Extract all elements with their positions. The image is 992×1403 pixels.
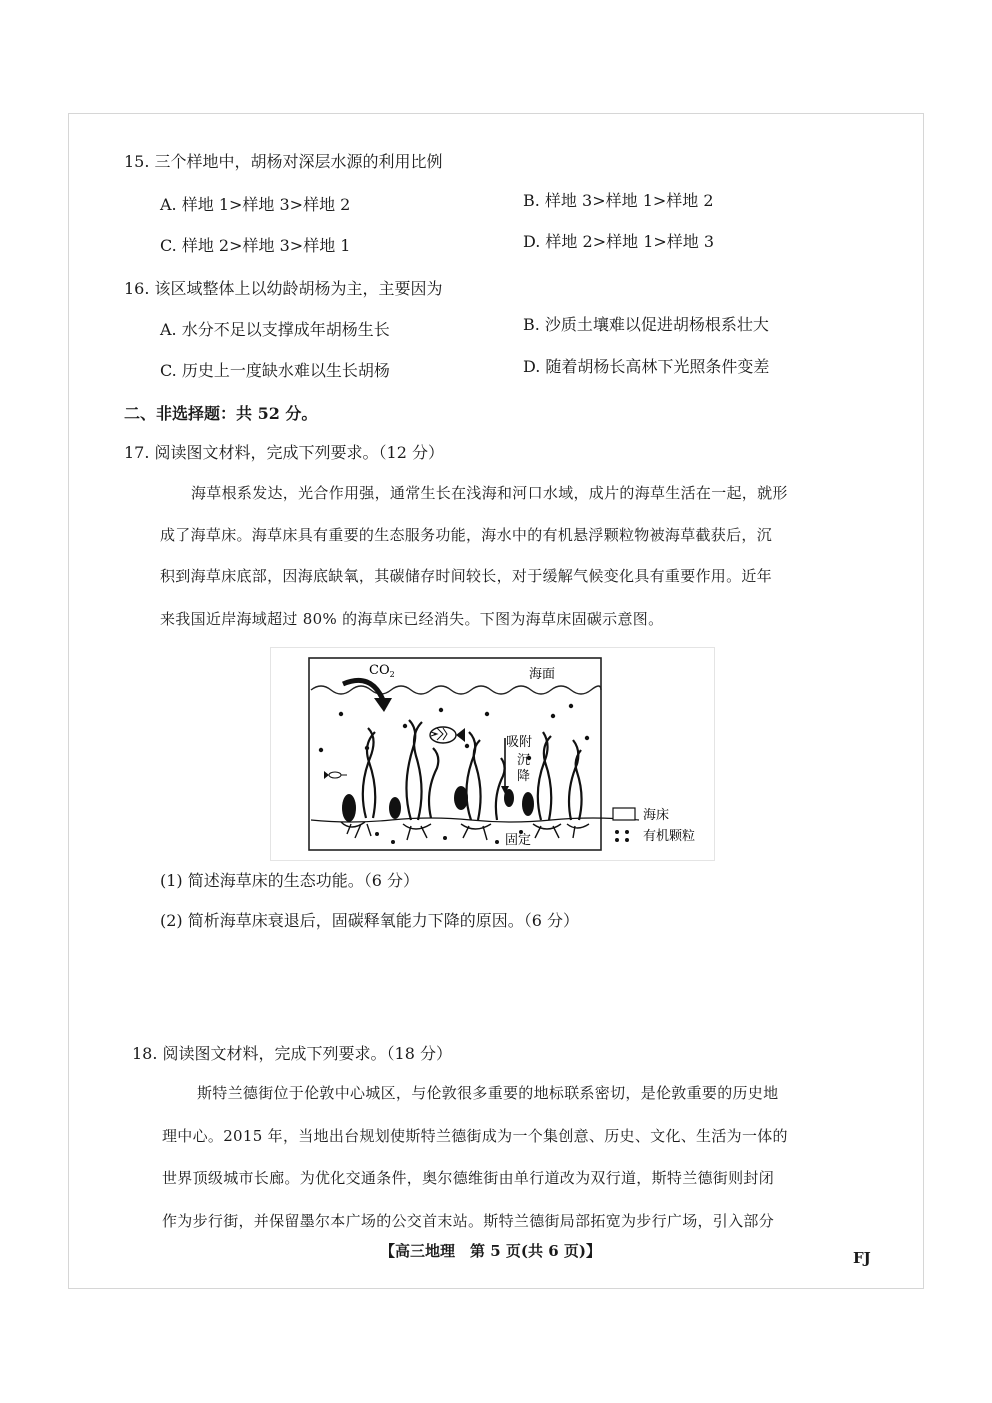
co2-arrow-head — [374, 698, 392, 712]
page-code: FJ — [853, 1249, 871, 1267]
settle-label-1: 沉 — [517, 753, 531, 768]
co2-arrow-shaft — [343, 680, 383, 700]
q15-option-b: B. 样地 3>样地 1>样地 2 — [523, 191, 714, 210]
sediment-particles — [375, 830, 523, 844]
legend-particles-swatch — [615, 830, 629, 842]
q17-material-line-1: 海草根系发达，光合作用强，通常生长在浅海和河口水域，成片的海草生活在一起，就形 — [191, 484, 788, 502]
q15-option-c: C. 样地 2>样地 3>样地 1 — [160, 236, 351, 255]
q15-option-a: A. 样地 1>样地 3>样地 2 — [160, 195, 351, 214]
seabed-line — [311, 818, 639, 822]
adsorb-label: 吸附 — [506, 735, 533, 750]
sea-surface-label: 海面 — [529, 667, 556, 682]
q17-material-line-2: 成了海草床。海草床具有重要的生态服务功能，海水中的有机悬浮颗粒物被海草截获后，沉 — [160, 526, 773, 544]
small-fish-icon — [324, 771, 347, 779]
q17-material-line-3: 积到海草床底部，因海底缺氧，其碳储存时间较长，对于缓解气候变化具有重要作用。近年 — [160, 567, 773, 585]
q17-stem: 17. 阅读图文材料，完成下列要求。（12 分） — [124, 443, 444, 462]
q18-stem: 18. 阅读图文材料，完成下列要求。（18 分） — [132, 1044, 452, 1063]
section2-title: 二、非选择题：共 52 分。 — [124, 404, 318, 423]
legend-seabed-label: 海床 — [643, 808, 670, 823]
q18-material-line-4: 作为步行街，并保留墨尔本广场的公交首末站。斯特兰德街局部拓宽为步行广场，引入部分 — [162, 1212, 775, 1230]
q16-option-d: D. 随着胡杨长高林下光照条件变差 — [523, 357, 770, 376]
co2-label: $CO_2$ — [369, 663, 395, 679]
settle-label-2: 降 — [517, 769, 531, 784]
q17-material-line-4: 来我国近岸海域超过 80% 的海草床已经消失。下图为海草床固碳示意图。 — [160, 610, 664, 628]
q18-material-line-1: 斯特兰德街位于伦敦中心城区，与伦敦很多重要的地标联系密切，是伦敦重要的历史地 — [197, 1084, 779, 1102]
q15-option-d: D. 样地 2>样地 1>样地 3 — [523, 232, 715, 251]
seagrass-diagram — [270, 647, 715, 861]
legend-seabed-swatch — [613, 808, 635, 820]
q18-material-line-3: 世界顶级城市长廊。为优化交通条件，奥尔德维街由单行道改为双行道，斯特兰德街则封闭 — [162, 1169, 775, 1187]
q17-sub2: (2) 简析海草床衰退后，固碳释氧能力下降的原因。（6 分） — [160, 911, 580, 930]
page-footer: 【高三地理 第 5 页(共 6 页)】 — [380, 1242, 601, 1260]
q18-material-line-2: 理中心。2015 年，当地出台规划使斯特兰德街成为一个集创意、历史、文化、生活为一体的 — [162, 1127, 788, 1145]
q15-stem: 15. 三个样地中，胡杨对深层水源的利用比例 — [124, 152, 443, 171]
seagrass-roots — [341, 822, 589, 840]
q17-sub1: (1) 简述海草床的生态功能。（6 分） — [160, 871, 420, 890]
sea-surface-wave — [311, 686, 601, 694]
q16-stem: 16. 该区域整体上以幼龄胡杨为主，主要因为 — [124, 279, 443, 298]
fish-icon — [430, 727, 465, 743]
q16-option-b: B. 沙质土壤难以促进胡杨根系壮大 — [523, 315, 769, 334]
fix-label: 固定 — [505, 833, 532, 848]
q16-option-a: A. 水分不足以支撑成年胡杨生长 — [160, 320, 390, 339]
q16-option-c: C. 历史上一度缺水难以生长胡杨 — [160, 361, 390, 380]
legend-particles-label: 有机颗粒 — [643, 829, 696, 844]
